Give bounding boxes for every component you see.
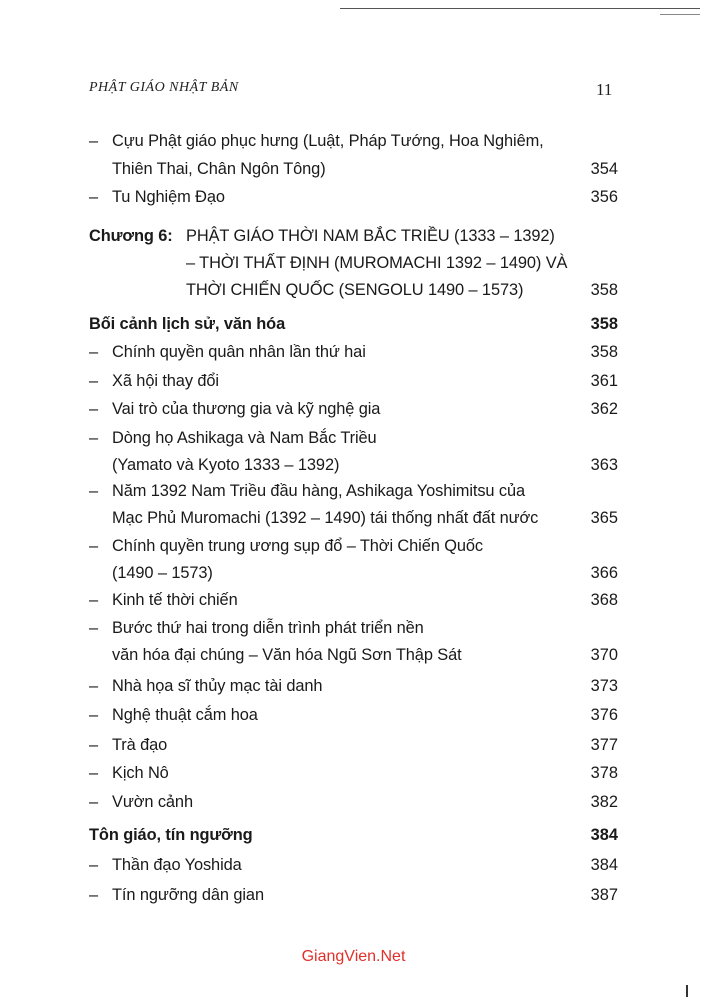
toc-entry-line: Thiên Thai, Chân Ngôn Tông): [112, 160, 326, 178]
toc-entry-line: Trà đạo: [112, 736, 168, 754]
entry-dash: –: [89, 677, 99, 695]
toc-entry-line: Vườn cảnh: [112, 793, 193, 811]
toc-page-number: 382: [590, 793, 618, 811]
entry-dash: –: [89, 537, 99, 555]
toc-page-number: 368: [590, 591, 618, 609]
toc-page-number: 377: [590, 736, 618, 754]
toc-entry-line: Kinh tế thời chiến: [112, 591, 238, 609]
toc-entry-line: Tu Nghiệm Đạo: [112, 188, 225, 206]
entry-dash: –: [89, 886, 99, 904]
toc-page-number: 358: [590, 315, 618, 333]
toc-page-number: 366: [590, 564, 618, 582]
toc-page-number: 363: [590, 456, 618, 474]
watermark: GiangVien.Net: [301, 948, 406, 965]
chapter-title-line: – THỜI THẤT ĐỊNH (MUROMACHI 1392 – 1490) VÀ: [186, 254, 568, 272]
edge-mark: [686, 985, 688, 997]
entry-dash: –: [89, 400, 99, 418]
toc-page-number: 378: [590, 764, 618, 782]
toc-page-number: 370: [590, 646, 618, 664]
toc-entry-line: Cựu Phật giáo phục hưng (Luật, Pháp Tướng, Hoa Nghiêm,: [112, 132, 544, 150]
toc-page-number: 384: [590, 826, 618, 844]
toc-entry-line: Nghệ thuật cắm hoa: [112, 706, 258, 724]
chapter-title-line: THỜI CHIẾN QUỐC (SENGOLU 1490 – 1573): [186, 281, 524, 299]
entry-dash: –: [89, 188, 99, 206]
entry-dash: –: [89, 132, 99, 150]
toc-entry-line: (Yamato và Kyoto 1333 – 1392): [112, 456, 340, 474]
toc-entry-line: Vai trò của thương gia và kỹ nghệ gia: [112, 400, 381, 418]
section-heading: Tôn giáo, tín ngưỡng: [89, 826, 253, 844]
entry-dash: –: [89, 482, 99, 500]
entry-dash: –: [89, 619, 99, 637]
toc-page-number: 387: [590, 886, 618, 904]
page-number: 11: [596, 80, 613, 99]
toc-page-number: 358: [590, 343, 618, 361]
toc-page-number: 358: [590, 281, 618, 299]
running-title: PHẬT GIÁO NHẬT BẢN: [89, 80, 239, 95]
toc-entry-line: văn hóa đại chúng – Văn hóa Ngũ Sơn Thập Sát: [112, 646, 462, 664]
entry-dash: –: [89, 856, 99, 874]
toc-page-number: 354: [590, 160, 618, 178]
entry-dash: –: [89, 343, 99, 361]
entry-dash: –: [89, 736, 99, 754]
entry-dash: –: [89, 429, 99, 447]
toc-entry-line: Bước thứ hai trong diễn trình phát triển nền: [112, 619, 424, 637]
toc-page-number: 365: [590, 509, 618, 527]
toc-entry-line: Mạc Phủ Muromachi (1392 – 1490) tái thống nhất đất nước: [112, 509, 539, 527]
toc-entry-line: Chính quyền trung ương sụp đổ – Thời Chiến Quốc: [112, 537, 483, 555]
toc-entry-line: Chính quyền quân nhân lần thứ hai: [112, 343, 366, 361]
toc-entry-line: Nhà họa sĩ thủy mạc tài danh: [112, 677, 323, 695]
entry-dash: –: [89, 793, 99, 811]
toc-entry-line: Dòng họ Ashikaga và Nam Bắc Triều: [112, 429, 377, 447]
toc-page-number: 384: [590, 856, 618, 874]
section-heading: Bối cảnh lịch sử, văn hóa: [89, 315, 286, 333]
toc-page-number: 356: [590, 188, 618, 206]
entry-dash: –: [89, 764, 99, 782]
top-rule-short: [660, 14, 700, 15]
entry-dash: –: [89, 372, 99, 390]
toc-entry-line: Xã hội thay đổi: [112, 372, 219, 390]
toc-entry-line: Năm 1392 Nam Triều đầu hàng, Ashikaga Yoshimitsu của: [112, 482, 526, 500]
entry-dash: –: [89, 591, 99, 609]
chapter-label: Chương 6:: [89, 227, 173, 245]
chapter-title-line: PHẬT GIÁO THỜI NAM BẮC TRIỀU (1333 – 1392): [186, 227, 555, 245]
toc-page-number: 376: [590, 706, 618, 724]
toc-page-number: 362: [590, 400, 618, 418]
entry-dash: –: [89, 706, 99, 724]
toc-page-number: 361: [590, 372, 618, 390]
toc-entry-line: Kịch Nô: [112, 764, 169, 782]
toc-entry-line: (1490 – 1573): [112, 564, 213, 582]
toc-entry-line: Tín ngưỡng dân gian: [112, 886, 264, 904]
toc-page-number: 373: [590, 677, 618, 695]
top-rule: [340, 8, 700, 9]
toc-entry-line: Thần đạo Yoshida: [112, 856, 242, 874]
